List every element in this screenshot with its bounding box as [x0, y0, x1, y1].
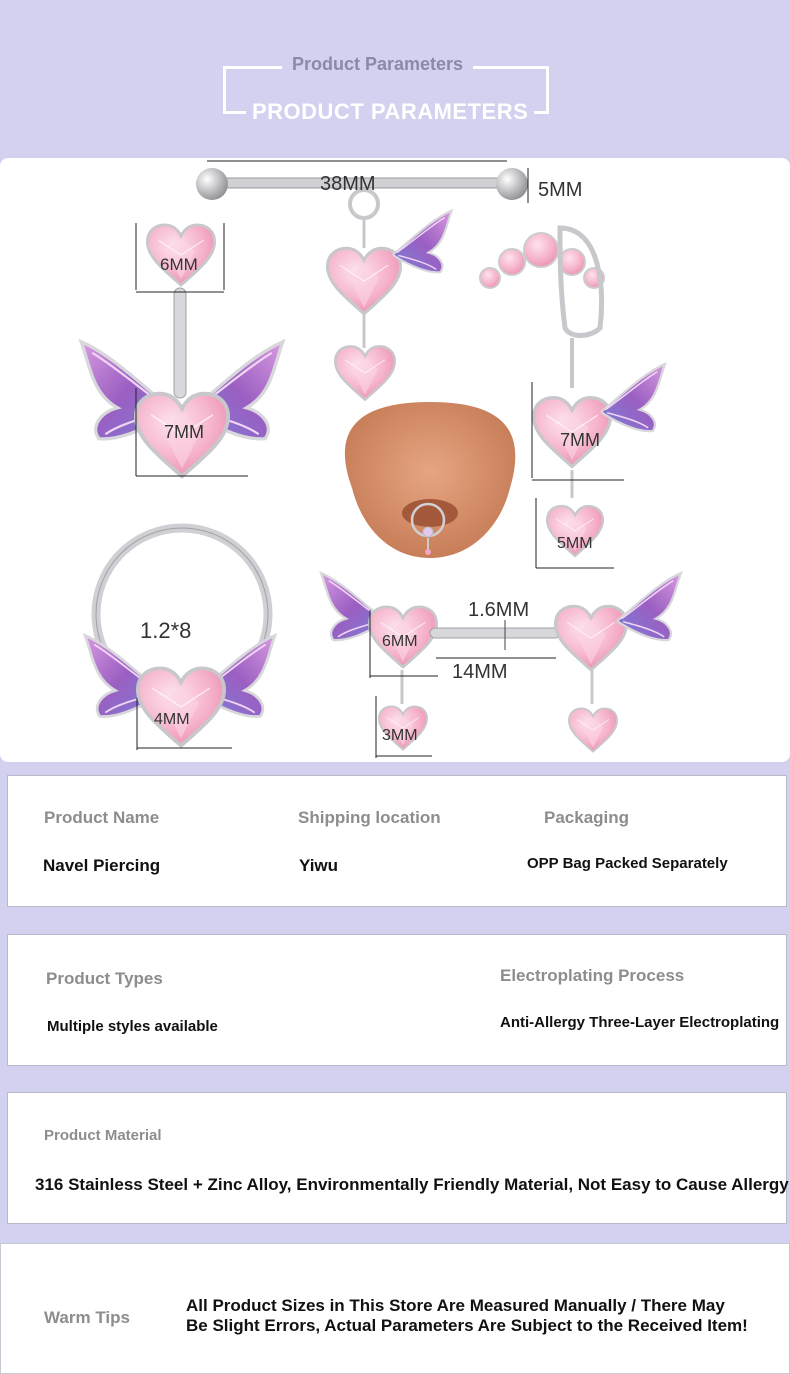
dim-nipple-heart: 6MM: [382, 633, 418, 650]
header-subtitle: Product Parameters: [282, 54, 473, 75]
dim-ball-size: 5MM: [538, 179, 583, 201]
warm-tips-line-1: All Product Sizes in This Store Are Measured Manually / There May: [186, 1296, 725, 1315]
product-types-value: Multiple styles available: [47, 1018, 218, 1035]
product-photo: [0, 158, 790, 762]
header-title: PRODUCT PARAMETERS: [246, 99, 534, 125]
electroplating-label: Electroplating Process: [500, 966, 685, 985]
dim-ring-size: 1.2*8: [140, 618, 192, 643]
packaging-value: OPP Bag Packed Separately: [527, 855, 728, 872]
center-butterfly-wing: [394, 211, 452, 273]
warm-tips-line-2: Be Slight Errors, Actual Parameters Are Subject to the Received Item!: [186, 1316, 748, 1335]
center-heart-top: [328, 248, 401, 313]
dim-heart-top: 6MM: [160, 255, 198, 274]
product-types-label: Product Types: [46, 969, 163, 988]
product-name-value: Navel Piercing: [43, 856, 161, 875]
center-heart-drop: [335, 346, 395, 399]
product-name-label: Product Name: [44, 808, 160, 827]
dim-heart-main: 7MM: [164, 422, 204, 442]
spec-card-material: [7, 1092, 787, 1224]
dim-nipple-drop: 3MM: [382, 727, 418, 744]
dim-right-heart-drop: 5MM: [557, 535, 593, 552]
dim-bar-span: 14MM: [452, 661, 508, 683]
dim-right-heart-main: 7MM: [560, 430, 600, 450]
spec-card-types: [7, 934, 787, 1066]
dim-ring-heart: 4MM: [154, 711, 190, 728]
material-label: Product Material: [44, 1127, 162, 1144]
nose-model: [345, 402, 515, 558]
curved-clip-right: [480, 228, 665, 568]
packaging-label: Packaging: [544, 808, 630, 827]
warm-tips-label: Warm Tips: [44, 1308, 130, 1327]
warm-tips-card: [0, 1243, 790, 1374]
shipping-label: Shipping location: [298, 808, 441, 827]
parameters-header: [0, 0, 790, 160]
shipping-value: Yiwu: [299, 856, 339, 875]
dim-bar-length: 38MM: [320, 173, 376, 195]
material-value: 316 Stainless Steel + Zinc Alloy, Environmentally Friendly Material, Not Easy to Cause Allergy: [35, 1175, 789, 1194]
warm-tips-text: [186, 1296, 756, 1336]
piercing-illustration: [0, 158, 790, 762]
spec-card-basic: [7, 775, 787, 907]
electroplating-value: Anti-Allergy Three-Layer Electroplating: [500, 1014, 780, 1031]
dim-bar-thickness: 1.6MM: [468, 599, 530, 621]
